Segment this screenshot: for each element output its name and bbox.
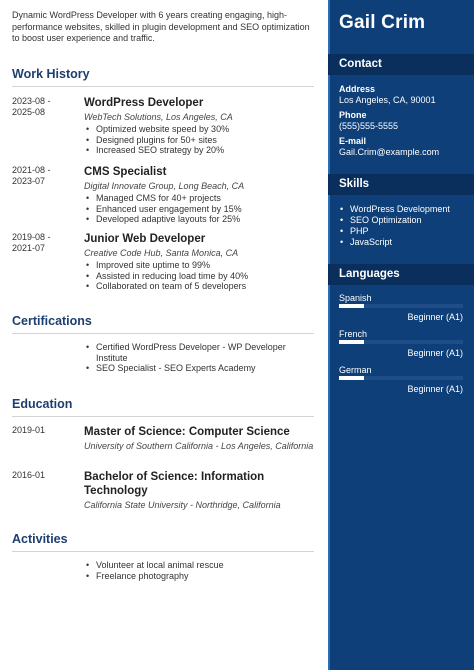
proficiency-fill bbox=[339, 304, 364, 308]
language-name: Spanish bbox=[339, 293, 372, 303]
skills-header: Skills bbox=[328, 174, 474, 195]
section-divider bbox=[12, 333, 314, 334]
degree: Master of Science: Computer Science bbox=[84, 426, 290, 438]
list-item: • Freelance photography bbox=[84, 571, 314, 582]
sidebar bbox=[328, 0, 474, 670]
skill-item: • WordPress Development bbox=[339, 204, 469, 215]
section-divider bbox=[12, 551, 314, 552]
list-item: • Improved site uptime to 99% bbox=[84, 260, 314, 271]
language-level: Beginner (A1) bbox=[407, 348, 463, 358]
company: WebTech Solutions, Los Angeles, CA bbox=[84, 112, 233, 122]
language-level: Beginner (A1) bbox=[407, 384, 463, 394]
list-item: • Developed adaptive layouts for 25% bbox=[84, 214, 314, 225]
list-item: • Managed CMS for 40+ projects bbox=[84, 193, 314, 204]
languages-header: Languages bbox=[328, 264, 474, 285]
certifications-heading: Certifications bbox=[12, 314, 92, 328]
phone-label: Phone bbox=[339, 110, 367, 120]
language-item bbox=[339, 293, 463, 322]
company: Creative Code Hub, Santa Monica, CA bbox=[84, 248, 239, 258]
language-item bbox=[339, 365, 463, 394]
email-label: E-mail bbox=[339, 136, 367, 146]
school: California State University - Northridge, California bbox=[84, 500, 281, 510]
address-value: Los Angeles, CA, 90001 bbox=[339, 95, 436, 105]
list-item: • Assisted in reducing load time by 40% bbox=[84, 271, 314, 282]
education-date: 2019-01 bbox=[12, 425, 46, 435]
list-item: • Volunteer at local animal rescue bbox=[84, 560, 314, 571]
list-item: • SEO Specialist - SEO Experts Academy bbox=[84, 363, 314, 374]
skills-list bbox=[339, 204, 469, 248]
proficiency-bar bbox=[339, 304, 463, 308]
list-item: • Enhanced user engagement by 15% bbox=[84, 204, 314, 215]
job-title: CMS Specialist bbox=[84, 166, 167, 178]
main-column bbox=[12, 0, 314, 670]
language-name: German bbox=[339, 365, 372, 375]
job-title: WordPress Developer bbox=[84, 97, 204, 109]
skill-item: • PHP bbox=[339, 226, 469, 237]
work-history-heading: Work History bbox=[12, 67, 90, 81]
professional-summary: Dynamic WordPress Developer with 6 years creating engaging, high-performance websites, skilled in plugin development and SEO optimization to boost user experience and traffic. bbox=[12, 10, 310, 43]
list-item: • Designed plugins for 50+ sites bbox=[84, 135, 314, 146]
section-divider bbox=[12, 86, 314, 87]
language-item bbox=[339, 329, 463, 358]
list-item: • Optimized website speed by 30% bbox=[84, 124, 314, 135]
language-name: French bbox=[339, 329, 368, 339]
language-level: Beginner (A1) bbox=[407, 312, 463, 322]
school: University of Southern California - Los Angeles, California bbox=[84, 441, 314, 451]
degree: Bachelor of Science: Information Technology bbox=[84, 471, 265, 497]
proficiency-bar bbox=[339, 376, 463, 380]
sidebar-edge bbox=[328, 0, 330, 670]
work-date: 2021-08 - 2023-07 bbox=[12, 165, 51, 186]
activities-heading: Activities bbox=[12, 532, 68, 546]
candidate-name: Gail Crim bbox=[339, 12, 426, 33]
skill-item: • SEO Optimization bbox=[339, 215, 469, 226]
list-item: • Certified WordPress Developer - WP Developer Institute bbox=[84, 342, 314, 363]
company: Digital Innovate Group, Long Beach, CA bbox=[84, 181, 245, 191]
phone-value: (555)555-5555 bbox=[339, 121, 399, 131]
email-value: Gail.Crim@example.com bbox=[339, 147, 440, 157]
address-label: Address bbox=[339, 84, 376, 94]
job-title: Junior Web Developer bbox=[84, 233, 206, 245]
section-divider bbox=[12, 416, 314, 417]
education-heading: Education bbox=[12, 397, 73, 411]
list-item: • Collaborated on team of 5 developers bbox=[84, 281, 314, 292]
work-date: 2023-08 - 2025-08 bbox=[12, 96, 51, 117]
education-date: 2016-01 bbox=[12, 470, 46, 480]
skill-item: • JavaScript bbox=[339, 237, 469, 248]
work-date: 2019-08 - 2021-07 bbox=[12, 232, 51, 253]
proficiency-bar bbox=[339, 340, 463, 344]
proficiency-fill bbox=[339, 340, 364, 344]
contact-header: Contact bbox=[328, 54, 474, 75]
proficiency-fill bbox=[339, 376, 364, 380]
list-item: • Increased SEO strategy by 20% bbox=[84, 145, 314, 156]
